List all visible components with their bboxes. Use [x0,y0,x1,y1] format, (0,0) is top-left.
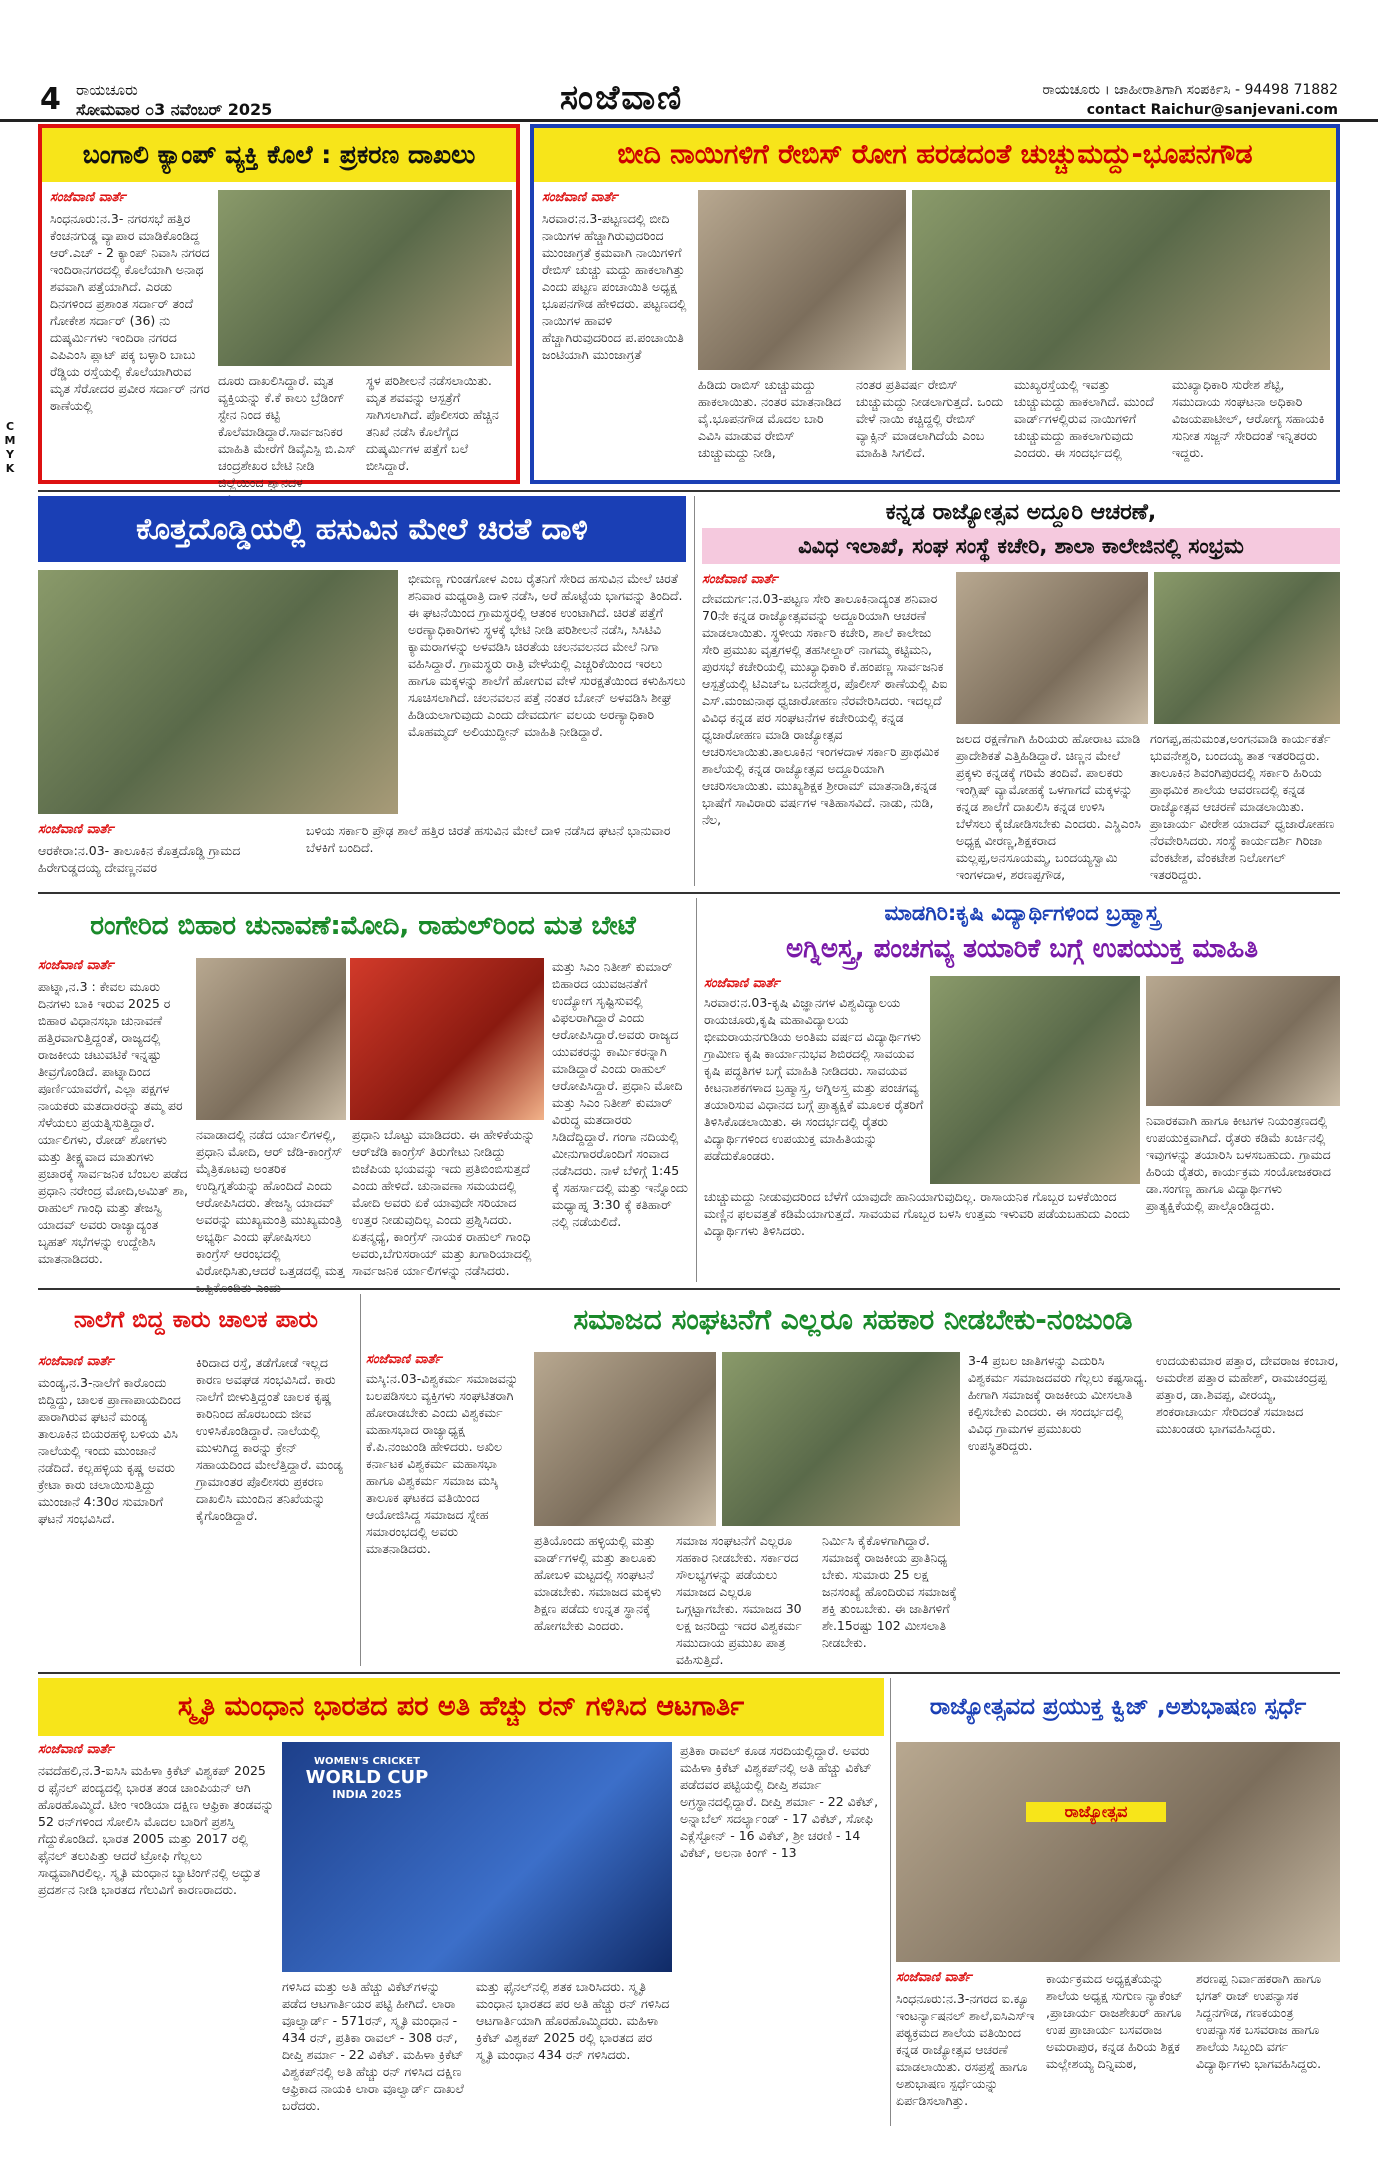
article-body: ಹಿಡಿದು ರಾಬಿಸ್ ಚುಚ್ಚುಮದ್ದು ಹಾಕಲಾಯಿತು. ನಂತರ ಮಾತನಾಡಿದ ವೈ.ಭೂಪನಗೌಡ ಮೊದಲ ಬಾರಿ ಎವಿಸಿ ಮಾಡುವ ರೇಬಿಸ್ ಚುಚ್ಚುಮದ್ದು ನೀಡಿ, [698,377,842,460]
crime-scene-photo [218,190,512,366]
officials-photo [956,572,1148,724]
masthead-left [76,80,272,120]
article-body: ಶರಣಪ್ಪ ನಿರ್ವಾಹಕರಾಗಿ ಹಾಗೂ ಭಗತ್ ರಾಜ್ ಉಪನ್ಯಾಸಕ ಸಿದ್ದನಗೌಡ, ಗಣಕಯಂತ್ರ ಉಪನ್ಯಾಸಕ ಬಸವರಾಜ ಹಾಗೂ ಶಾಲೆಯ ಸಿಬ್ಬಂದಿ ವರ್ಗ ವಿದ್ಯಾರ್ಥಿಗಳು ಭಾಗವಹಿಸಿದ್ದರು. [1196,1971,1322,2071]
article-body: ಆರಕೇರಾ:ನ.03- ತಾಲೂಕಿನ ಕೊತ್ತದೊಡ್ಡಿ ಗ್ರಾಮದ ಹಿರೇಗುಡ್ಡದಯ್ಯ ದೇವಣ್ಣನವರ [38,843,241,875]
article-body: ಸಮಾಜ ಸಂಘಟನೆಗೆ ಎಲ್ಲರೂ ಸಹಕಾರ ನೀಡಬೇಕು. ಸರ್ಕಾರದ ಸೌಲಭ್ಯಗಳನ್ನು ಪಡೆಯಲು ಸಮಾಜದ ಎಲ್ಲರೂ ಒಗ್ಗಟ್ಟಾಗಬೇಕು. ಸಮಾಜದ 30 ಲಕ್ಷ ಜನರಿದ್ದು ಇದರ ವಿಶ್ವಕರ್ಮ ಸಮುದಾಯ ಪ್ರಮುಖ ಪಾತ್ರ ವಹಿಸುತ್ತಿದೆ. [676,1533,802,1667]
headline-line2: ವಿವಿಧ ಇಲಾಖೆ, ಸಂಘ ಸಂಸ್ಥೆ ಕಚೇರಿ, ಶಾಲಾ ಕಾಲೇಜಿನಲ್ಲಿ ಸಂಭ್ರಮ [702,528,1340,564]
modi-photo [196,958,346,1120]
article-organic-farming [704,898,1340,1282]
byline: ಸಂಜೆವಾಣಿ ವಾರ್ತೆ [38,1742,114,1757]
speaker-photo [534,1352,716,1526]
article-body: ಸಿಂಧನೂರು:ನ.3-ನಗರದ ಐ.ಕ್ಯೂ ಇಂಟರ್ನ್ಯಾಷನಲ್ ಶಾಲೆ,ಐಸಿಎಸ್‌ಇ ಪಠ್ಯಕ್ರಮದ ಶಾಲೆಯ ವತಿಯಿಂದ ಕನ್ನಡ ರಾಜ್ಯೋತ್ಸವ ಆಚರಣೆ ಮಾಡಲಾಯಿತು. ರಸಪ್ರಶ್ನೆ ಹಾಗೂ ಅಶುಭಾಷಣ ಸ್ಪರ್ಧೆಯನ್ನು ಏರ್ಪಡಿಸಲಾಗಿತ್ತು. [896,1991,1035,2108]
article-vishwakarma-samaja [366,1294,1340,1666]
article-body: ಸಿರವಾರ:ನ.3-ಪಟ್ಟಣದಲ್ಲಿ ಬೀದಿ ನಾಯಿಗಳ ಹೆಚ್ಚಾಗಿರುವುದರಿಂದ ಮುಂಜಾಗ್ರತೆ ಕ್ರಮವಾಗಿ ನಾಯಿಗಳಿಗೆ ರೇಬಿಸ್ ಚುಚ್ಚು ಮದ್ದು ಹಾಕಲಾಗಿತ್ತು ಎಂದು ಪಟ್ಟಣ ಪಂಚಾಯಿತಿ ಅಧ್ಯಕ್ಷ ಭೂಪನಗೌಡ ಹೇಳಿದರು. ಪಟ್ಟಣದಲ್ಲಿ ನಾಯಿಗಳ ಹಾವಳಿ ಹೆಚ್ಚಾಗಿರುವುದರಿಂದ ಪ.ಪಂಚಾಯಿತಿ ಜಂಟಿಯಾಗಿ ಮುಂಜಾಗ್ರತೆ [542,211,687,362]
article-body: ಸಿಂಧನೂರು:ನ.3- ನಗರಸಭೆ ಹತ್ತಿರ ಕೆಂಚನಗುಡ್ಡ ವ್ಯಾಪಾರ ಮಾಡಿಕೊಂಡಿದ್ದ ಆರ್.ಎಚ್ - 2 ಕ್ಯಾಂಪ್ ನಿವಾಸಿ ನಗರದ ಇಂದಿರಾನಗರದಲ್ಲಿ ಕೊಲೆಯಾಗಿ ಅನಾಥ ಶವವಾಗಿ ಪತ್ತೆಯಾಗಿದೆ. ಎರಡು ದಿನಗಳಿಂದ ಪ್ರಶಾಂತ ಸರ್ದಾರ್ ತಂದೆ ಗೋಕೇಶ ಸರ್ದಾರ್ (36) ನು ದುಷ್ಕರ್ಮಿಗಳು ಇಂದಿರಾ ನಗರದ ಎಪಿಎಂಸಿ ಪ್ಲಾಟ್ ಪಕ್ಕ ಬಳ್ಳಾರಿ ಬಾಬು ರೆಡ್ಡಿಯ ರಸ್ತೆಯಲ್ಲಿ ಕೊಲೆಯಾಗಿರುವ ಮೃತ ಸೆರೋದರ ಪ್ರವೀರ ಸರ್ದಾರ್ ನಗರ ಠಾಣೆಯಲ್ಲಿ [50,211,210,413]
article-body: ಕಾರ್ಯಕ್ರಮದ ಅಧ್ಯಕ್ಷತೆಯನ್ನು ಶಾಲೆಯ ಅಧ್ಯಕ್ಷ ಸುಗುಣ ನ್ಯಾಕೆಂಟ್ ,ಪ್ರಾಚಾರ್ಯ ರಾಜಶೇಖರ್ ಹಾಗೂ ಉಪ ಪ್ರಾಚಾರ್ಯ ಬಸವರಾಜ ಅಮರಾಪುರ, ಕನ್ನಡ ಹಿರಿಯ ಶಿಕ್ಷಕ ಮಲ್ಲೇಶಯ್ಯ ದಿನ್ನಿಮಠ, [1046,1971,1183,2071]
article-school-quiz [896,1678,1340,2126]
byline: ಸಂಜೆವಾಣಿ ವಾರ್ತೆ [50,190,126,205]
article-body: ಮತ್ತು ಸಿಎಂ ನಿತೀಶ್ ಕುಮಾರ್ ಬಿಹಾರದ ಯುವಜನತೆಗೆ ಉದ್ಯೋಗ ಸೃಷ್ಟಿಸುವಲ್ಲಿ ವಿಫಲರಾಗಿದ್ದಾರೆ ಎಂದು ಆರೋಪಿಸಿದ್ದಾರೆ.ಅವರು ರಾಜ್ಯದ ಯುವಕರನ್ನು ಕಾರ್ಮಿಕರನ್ನಾಗಿ ಮಾಡಿದ್ದಾರೆ ಎಂದು ರಾಹುಲ್ ಆರೋಪಿಸಿದ್ದಾರೆ. ಪ್ರಧಾನಿ ಮೋದಿ ಮತ್ತು ಸಿಎಂ ನಿತೀಶ್ ಕುಮಾರ್ ವಿರುದ್ಧ ಮತದಾರರು ಸಿಡಿದೆದ್ದಿದ್ದಾರೆ. ಗಂಗಾ ನದಿಯಲ್ಲಿ ಮೀನುಗಾರರೊಂದಿಗೆ ಸಂವಾದ ನಡೆಸಿದರು. ನಾಳೆ ಬೆಳಿಗ್ಗೆ 1:45 ಕ್ಕೆ ಸಹರ್ಸಾದಲ್ಲಿ ಮತ್ತು ಇನ್ನೊಂದು ಮಧ್ಯಾಹ್ನ 3:30 ಕ್ಕೆ ಕತಿಹಾರ್ ನಲ್ಲಿ ನಡೆಯಲಿದೆ. [552,959,688,1229]
article-body: ಗಂಗಪ್ಪ,ಹನುಮಂತ,ಅಂಗನವಾಡಿ ಕಾರ್ಯಕರ್ತೆ ಭುವನೇಶ್ವರಿ, ಬಂದಯ್ಯ ತಾತ ಇತರರಿದ್ದರು. ತಾಲೂಕಿನ ಶಿವಂಗಿಪುರದಲ್ಲಿ ಸರ್ಕಾರಿ ಹಿರಿಯ ಪ್ರಾಥಮಿಕ ಶಾಲೆಯ ಆವರಣದಲ್ಲಿ ಕನ್ನಡ ರಾಜ್ಯೋತ್ಸವ ಆಚರಣೆ ಮಾಡಲಾಯಿತು. ಪ್ರಾಚಾರ್ಯ ವೀರೇಶ ಯಾದವ್ ಧ್ವಜಾರೋಹಣ ನೆರವೇರಿಸಿದರು. ಸಂಸ್ಥೆ ಕಾರ್ಯದರ್ಶಿ ಗಿರಿಜಾ ವೆಂಕಟೇಶ, ವೆಂಕಟೇಶ ನಿಲೋಗಲ್ ಇತರರಿದ್ದರು. [1150,731,1335,882]
cmyk-marks: C M Y K [4,420,16,475]
vaccination-photo-1 [698,190,906,370]
article-body: ದೂರು ದಾಖಲಿಸಿದ್ದಾರೆ. ಮೃತ ವ್ಯಕ್ತಿಯನ್ನು ಕೆ.ಕೆ ಕಾಲು ಬ್ರೆಡಿಂಗ್ ಸ್ಟೇನ ನಿಂದ ಕಟ್ಟಿ ಕೊಲೆಮಾಡಿದ್ದಾರೆ.ಸಾರ್ವಜನಿಕರ ಮಾಹಿತಿ ಮೇರೆಗೆ ಡಿವೈಎಸ್ಪಿ ಬಿ.ಎಸ್ ಚಂದ್ರಶೇಖರ ಬೇಟಿ ನೀಡಿ ಜಿಲ್ಲೆಯಿಂದ ಶ್ವಾನದಳ [218,373,356,490]
article-body: ಮಂಡ್ಯ,ನ.3-ನಾಲೆಗೆ ಕಾರೊಂದು ಬಿದ್ದಿದ್ದು, ಚಾಲಕ ಪ್ರಾಣಾಪಾಯದಿಂದ ಪಾರಾಗಿರುವ ಘಟನೆ ಮಂಡ್ಯ ತಾಲೂಕಿನ ಬಿಯರಹಳ್ಳಿ ಬಳಿಯ ವಿಸಿ ನಾಲೆಯಲ್ಲಿ ಇಂದು ಮುಂಜಾನೆ ನಡೆದಿದೆ. ಕಲ್ಲಹಳ್ಳಿಯ ಕೃಷ್ಣ ಅವರು ಕ್ರೇಟಾ ಕಾರು ಚಲಾಯಿಸುತ್ತಿದ್ದು ಮುಂಜಾನೆ 4:30ರ ಸುಮಾರಿಗೆ ಘಟನೆ ಸಂಭವಿಸಿದೆ. [38,1375,181,1526]
article-body: ದೇವದುರ್ಗ:ನ.03-ಪಟ್ಟಣ ಸೇರಿ ತಾಲೂಕಿನಾದ್ಯಂತ ಶನಿವಾರ 70ನೇ ಕನ್ನಡ ರಾಜ್ಯೋತ್ಸವವನ್ನು ಅದ್ದೂರಿಯಾಗಿ ಆಚರಣೆ ಮಾಡಲಾಯಿತು. ಸ್ಥಳೀಯ ಸರ್ಕಾರಿ ಕಚೇರಿ, ಶಾಲೆ ಕಾಲೇಜು ಸೇರಿ ಪ್ರಮುಖ ವೃತ್ತಗಳಲ್ಲಿ ತಹಸೀಲ್ದಾರ್ ನಾಗಮ್ಮ ಕಟ್ಟಿಮನಿ, ಪುರಸಭೆ ಕಚೇರಿಯಲ್ಲಿ ಮುಖ್ಯಾಧಿಕಾರಿ ಕೆ.ಹಂಪಣ್ಣ ಸಾರ್ವಜನಿಕ ಆಸ್ಪತ್ರೆಯಲ್ಲಿ ಟಿಎಚ್‌ಒ ಬನದೇಶ್ವರ, ಪೊಲೀಸ್ ಠಾಣೆಯಲ್ಲಿ ಪಿಐ ಎಸ್.ಮಂಜುನಾಥ ಧ್ವಜಾರೋಹಣ ನೆರವೇರಿಸಿದರು. ಇದಲ್ಲದೆ ವಿವಿಧ ಕನ್ನಡ ಪರ ಸಂಘಟನೆಗಳ ಕಚೇರಿಯಲ್ಲಿ ಕನ್ನಡ ಧ್ವಜಾರೋಹಣ ಮಾಡಿ ರಾಜ್ಯೋತ್ಸವ ಆಚರಿಸಲಾಯಿತು.ತಾಲೂಕಿನ ಇಂಗಳದಾಳ ಸರ್ಕಾರಿ ಪ್ರಾಥಮಿಕ ಶಾಲೆಯಲ್ಲಿ ಕನ್ನಡ ರಾಜ್ಯೋತ್ಸವ ಅದ್ದೂರಿಯಾಗಿ ಆಚರಿಸಲಾಯಿತು. ಮುಖ್ಯಶಿಕ್ಷಕ ಶ್ರೀರಾಮ್ ಮಾತನಾಡಿ,ಕನ್ನಡ ಭಾಷೆಗೆ ಸಾವಿರಾರು ವರ್ಷಗಳ ಇತಿಹಾಸವಿದೆ. ನಾಡು, ನುಡಿ, ನೆಲ, [702,591,948,827]
dead-cow-photo [38,570,398,814]
article-body: ಚುಚ್ಚುಮದ್ದು ನೀಡುವುದರಿಂದ ಬೆಳೆಗೆ ಯಾವುದೇ ಹಾನಿಯಾಗುವುದಿಲ್ಲ. ರಾಸಾಯನಿಕ ಗೊಬ್ಬರ ಬಳಕೆಯಿಂದ ಮಣ್ಣಿನ ಫಲವತ್ತತೆ ಕಡಿಮೆಯಾಗುತ್ತದೆ. ಸಾವಯವ ಗೊಬ್ಬರ ಬಳಸಿ ಉತ್ತಮ ಇಳುವರಿ ಪಡೆಯಬಹುದು ಎಂದು ವಿದ್ಯಾರ್ಥಿಗಳು ತಿಳಿಸಿದರು. [704,1189,1130,1238]
article-body: ಬಳಿಯ ಸರ್ಕಾರಿ ಪ್ರೌಢ ಶಾಲೆ ಹತ್ತಿರ ಚಿರತೆ ಹಸುವಿನ ಮೇಲೆ ದಾಳಿ ನಡೆಸಿದ ಘಟನೆ ಭಾನುವಾರ ಬೆಳಕಿಗೆ ಬಂದಿದೆ. [306,823,671,855]
article-body: ಸಿರವಾರ:ನ.03-ಕೃಷಿ ವಿಜ್ಞಾನಗಳ ವಿಶ್ವವಿದ್ಯಾಲಯ ರಾಯಚೂರು,ಕೃಷಿ ಮಹಾವಿದ್ಯಾಲಯ ಭೀಮರಾಯನಗುಡಿಯ ಅಂತಿಮ ವರ್ಷದ ವಿದ್ಯಾರ್ಥಿಗಳು ಗ್ರಾಮೀಣ ಕೃಷಿ ಕಾರ್ಯಾನುಭವ ಶಿಬಿರದಲ್ಲಿ ಸಾವಯವ ಕೃಷಿ ಪದ್ಧತಿಗಳ ಬಗ್ಗೆ ಮಾಹಿತಿ ನೀಡಿದರು. ಸಾವಯವ ಕೀಟನಾಶಕಗಳಾದ ಬ್ರಹ್ಮಾಸ್ತ್ರ, ಅಗ್ನಿಅಸ್ತ್ರ ಮತ್ತು ಪಂಚಗವ್ಯ ತಯಾರಿಸುವ ವಿಧಾನದ ಬಗ್ಗೆ ಪ್ರಾತ್ಯಕ್ಷಿಕೆ ಮೂಲಕ ರೈತರಿಗೆ ತಿಳಿಸಿಕೊಡಲಾಯಿತು. ಈ ಸಂದರ್ಭದಲ್ಲಿ ರೈತರು ವಿದ್ಯಾರ್ಥಿಗಳಿಂದ ಉಪಯುಕ್ತ ಮಾಹಿತಿಯನ್ನು ಪಡೆದುಕೊಂಡರು. [704,995,924,1163]
students-photo-1 [930,976,1140,1184]
divider [360,1294,361,1666]
masthead-right [1042,80,1338,120]
stage-photo [722,1352,960,1526]
divider [694,496,695,886]
byline: ಸಂಜೆವಾಣಿ ವಾರ್ತೆ [38,1354,114,1369]
divider [890,1678,891,2126]
article-rabies-vaccination [530,124,1340,484]
rahul-photo [350,958,544,1120]
article-body: ನಿರ್ಮಿಸಿ ಕೈಕೊಳಗಾಗಿದ್ದಾರೆ. ಸಮಾಜಕ್ಕೆ ರಾಜಕೀಯ ಪ್ರಾತಿನಿಧ್ಯ ಬೇಕು. ಸುಮಾರು 25 ಲಕ್ಷ ಜನಸಂಖ್ಯೆ ಹೊಂದಿರುವ ಸಮಾಜಕ್ಕೆ ಶಕ್ತಿ ತುಂಬಬೇಕು. ಈ ಜಾತಿಗಳಿಗೆ ಶೇ.15ರಷ್ಟು 102 ಮೀಸಲಾತಿ ನೀಡಬೇಕು. [822,1533,957,1650]
students-photo-2 [1146,976,1340,1106]
newspaper-logo [560,78,683,118]
article-leopard-attack [38,496,686,886]
headline-line2: ಅಗ್ನಿಅಸ್ತ್ರ, ಪಂಚಗವ್ಯ ತಯಾರಿಕೆ ಬಗ್ಗೆ ಉಪಯುಕ್ತ ಮಾಹಿತಿ [786,933,1258,964]
byline: ಸಂಜೆವಾಣಿ ವಾರ್ತೆ [896,1970,972,1985]
masthead-date: ಸೋಮವಾರ ೦3 ನವೆಂಬರ್ 2025 [76,100,273,119]
article-bihar-election [38,898,688,1282]
headline: ಸ್ಮೃತಿ ಮಂಧಾನ ಭಾರತದ ಪರ ಅತಿ ಹೆಚ್ಚು ರನ್ ಗಳಿಸಿದ ಆಟಗಾರ್ತಿ [38,1678,884,1736]
headline: ಬಂಗಾಲಿ ಕ್ಯಾಂಪ್ ವ್ಯಕ್ತಿ ಕೊಲೆ : ಪ್ರಕರಣ ದಾಖಲು [42,128,516,182]
school-flag-photo [1154,572,1340,724]
vaccination-photo-2 [912,190,1330,370]
headline: ರಾಜ್ಯೋತ್ಸವದ ಪ್ರಯುಕ್ತ ಕ್ವಿಜ್ ,ಅಶುಭಾಷಣ ಸ್ಪರ್ಧೆ [929,1694,1307,1720]
masthead-city: ರಾಯಚೂರು [76,81,138,99]
wc-line3: INDIA 2025 [332,1788,402,1801]
divider [38,892,1340,894]
school-stage-photo [896,1742,1340,1962]
world-cup-logo [302,1756,432,1801]
byline: ಸಂಜೆವಾಣಿ ವಾರ್ತೆ [542,190,618,205]
article-body: ನವಾಡಾದಲ್ಲಿ ನಡೆದ ರ್ಯಾಲಿಗಳಲ್ಲಿ, ಪ್ರಧಾನಿ ಮೋದಿ, ಆರ್ ಜೆಡಿ-ಕಾಂಗ್ರೆಸ್ ಮೈತ್ರಿಕೂಟವು ಅಂತರಿಕ ಉದ್ವಿಗ್ನತೆಯನ್ನು ಹೊಂದಿದೆ ಎಂದು ಆರೋಪಿಸಿದರು. ತೇಜಸ್ವಿ ಯಾದವ್ ಅವರನ್ನು ಮುಖ್ಯಮಂತ್ರಿ ಮುಖ್ಯಮಂತ್ರಿ ಅಭ್ಯರ್ಥಿ ಎಂದು ಘೋಷಿಸಲು ಕಾಂಗ್ರೆಸ್ ಆರಂಭದಲ್ಲಿ ವಿರೋಧಿಸಿತು,ಆದರೆ ಒತ್ತಡದಲ್ಲಿ ಮತ್ತ [196,1127,345,1278]
article-body: ಮುಖ್ಯಾಧಿಕಾರಿ ಸುರೇಶ ಶೆಟ್ಟಿ, ಸಮುದಾಯ ಸಂಘಟನಾ ಅಧಿಕಾರಿ ವಿಜಯಪಾಟೀಲ್, ಆರೋಗ್ಯ ಸಹಾಯಕಿ ಸುನೀತ ಸಜ್ಜನ್ ಸೇರಿದಂತೆ ಇನ್ನಿತರರು ಇದ್ದರು. [1172,377,1325,460]
article-body: ಸ್ಥಳ ಪರಿಶೀಲನೆ ನಡೆಸಲಾಯಿತು. ಮೃತ ಶವವನ್ನು ಆಸ್ಪತ್ರೆಗೆ ಸಾಗಿಸಲಾಗಿದೆ. ಪೊಲೀಸರು ಹೆಚ್ಚಿನ ತನಿಖೆ ನಡೆಸಿ ಕೊಲೆಗೈದ ದುಷ್ಕರ್ಮಿಗಳ ಪತ್ತೆಗೆ ಬಲೆ ಬೀಸಿದ್ದಾರೆ. [366,373,499,473]
headline: ಕೊತ್ತದೊಡ್ಡಿಯಲ್ಲಿ ಹಸುವಿನ ಮೇಲೆ ಚಿರತೆ ದಾಳಿ [38,496,686,562]
byline: ಸಂಜೆವಾಣಿ ವಾರ್ತೆ [366,1352,442,1367]
page-number: 4 [40,82,61,117]
article-body: ನಿವಾರಕವಾಗಿ ಹಾಗೂ ಕೀಟಗಳ ನಿಯಂತ್ರಣದಲ್ಲಿ ಉಪಯುಕ್ತವಾಗಿದೆ. ರೈತರು ಕಡಿಮೆ ಖರ್ಚಿನಲ್ಲಿ ಇವುಗಳನ್ನು ತಯಾರಿಸಿ ಬಳಸಬಹುದು. ಗ್ರಾಮದ ಹಿರಿಯ ರೈತರು, ಕಾರ್ಯಕ್ರಮ ಸಂಯೋಜಕರಾದ ಡಾ.ಸಂಗಣ್ಣ ಹಾಗೂ ವಿದ್ಯಾರ್ಥಿಗಳು ಪ್ರಾತ್ಯಕ್ಷಿಕೆಯಲ್ಲಿ ಪಾಲ್ಗೊಂಡಿದ್ದರು. [1146,1113,1331,1213]
headline-line1: ಮಾಡಗಿರಿ:ಕೃಷಿ ವಿದ್ಯಾರ್ಥಿಗಳಿಂದ ಬ್ರಹ್ಮಾಸ್ತ್ರ [884,900,1160,925]
article-body: ಪಾಟ್ನಾ,ನ.3 : ಕೇವಲ ಮೂರು ದಿನಗಳು ಬಾಕಿ ಇರುವ 2025 ರ ಬಿಹಾರ ವಿಧಾನಸಭಾ ಚುನಾವಣೆ ಹತ್ತಿರವಾಗುತ್ತಿದ್ದಂತೆ, ರಾಜ್ಯದಲ್ಲಿ ರಾಜಕೀಯ ಚಟುವಟಿಕೆ ಇನ್ನಷ್ಟು ತೀವ್ರಗೊಂಡಿದೆ. ಪಾಟ್ನಾದಿಂದ ಪೂರ್ಣಿಯಾವರೆಗೆ, ಎಲ್ಲಾ ಪಕ್ಷಗಳ ನಾಯಕರು ಮತದಾರರನ್ನು ತಮ್ಮ ಪರ ಸೆಳೆಯಲು ಪ್ರಯತ್ನಿಸುತ್ತಿದ್ದಾರೆ. ರ್ಯಾಲಿಗಳು, ರೋಡ್ ಶೋಗಳು ಮತ್ತು ತೀಕ್ಷ್ಣವಾದ ಮಾತುಗಳು ಪ್ರಚಾರಕ್ಕೆ ಸಾರ್ವಜನಿಕ ಬೆಂಬಲ ಪಡೆದ ಪ್ರಧಾನಿ ನರೇಂದ್ರ ಮೋದಿ,ಅಮಿತ್ ಶಾ, ರಾಹುಲ್ ಗಾಂಧಿ ಮತ್ತು ತೇಜಸ್ವಿ ಯಾದವ್ ಅವರು ರಾಜ್ಯಾದ್ಯಂತ ಬೃಹತ್ ಸಭೆಗಳನ್ನು ಉದ್ದೇಶಿಸಿ ಮಾತನಾಡಿದರು. [38,979,188,1266]
headline: ಸಮಾಜದ ಸಂಘಟನೆಗೆ ಎಲ್ಲರೂ ಸಹಕಾರ ನೀಡಬೇಕು-ನಂಜುಂಡಿ [573,1303,1133,1336]
divider [38,1288,1340,1290]
byline: ಸಂಜೆವಾಣಿ ವಾರ್ತೆ [704,976,780,991]
byline: ಸಂಜೆವಾಣಿ ವಾರ್ತೆ [38,958,114,973]
headline: ಬೀದಿ ನಾಯಿಗಳಿಗೆ ರೇಬಿಸ್ ರೋಗ ಹರಡದಂತೆ ಚುಚ್ಚುಮದ್ದು-ಭೂಪನಗೌಡ [534,128,1336,182]
divider [38,490,1340,492]
byline: ಸಂಜೆವಾಣಿ ವಾರ್ತೆ [702,572,778,587]
wc-line1: WOMEN'S CRICKET [314,1756,420,1767]
masthead-contact-line: ರಾಯಚೂರು । ಜಾಹೀರಾತಿಗಾಗಿ ಸಂಪರ್ಕಿಸಿ - 94498 71882 [1042,82,1338,98]
article-body: ಮಸ್ಕಿ:ನ.03-ವಿಶ್ವಕರ್ಮ ಸಮಾಜವನ್ನು ಬಲಪಡಿಸಲು ವ್ಯಕ್ತಿಗಳು ಸಂಘಟಿತರಾಗಿ ಹೋರಾಡಬೇಕು ಎಂದು ವಿಶ್ವಕರ್ಮ ಮಹಾಸಭಾದ ರಾಜ್ಯಾಧ್ಯಕ್ಷ ಕೆ.ಪಿ.ನಂಜುಂಡಿ ಹೇಳಿದರು. ಅಖಿಲ ಕರ್ನಾಟಕ ವಿಶ್ವಕರ್ಮ ಮಹಾಸಭಾ ಹಾಗೂ ವಿಶ್ವಕರ್ಮ ಸಮಾಜ ಮಸ್ಕಿ ತಾಲೂಕ ಘಟಕದ ವತಿಯಿಂದ ಆಯೋಜಿಸಿದ್ದ ಸಮಾಜದ ಸ್ನೇಹ ಸಮಾರಂಭದಲ್ಲಿ ಅವರು ಮಾತನಾಡಿದರು. [366,1371,519,1556]
headline: ನಾಲೆಗೆ ಬಿದ್ದ ಕಾರು ಚಾಲಕ ಪಾರು [74,1307,318,1333]
world-cup-team-photo [282,1742,672,1972]
article-car-canal [38,1294,354,1666]
article-body: ಪ್ರತಿಕಾ ರಾವಲ್ ಕೂಡ ಸರದಿಯಲ್ಲಿದ್ದಾರೆ. ಅವರು ಮಹಿಳಾ ಕ್ರಿಕೆಟ್ ವಿಶ್ವಕಪ್‌ನಲ್ಲಿ ಅತಿ ಹೆಚ್ಚು ವಿಕೆಟ್ ಪಡೆದವರ ಪಟ್ಟಿಯಲ್ಲಿ ದೀಪ್ತಿ ಶರ್ಮಾ ಅಗ್ರಸ್ಥಾನದಲ್ಲಿದ್ದಾರೆ. ದೀಪ್ತಿ ಶರ್ಮಾ - 22 ವಿಕೆಟ್, ಅನ್ನಾಬೆಲ್ ಸದರ್ಲ್ಯಾಂಡ್ - 17 ವಿಕೆಟ್, ಸೋಫಿ ಎಕ್ಲೆಸ್ಟೋನ್ - 16 ವಿಕೆಟ್, ಶ್ರೀ ಚರಣಿ - 14 ವಿಕೆಟ್, ಅಲನಾ ಕಿಂಗ್ - 13 [680,1743,879,1860]
divider [38,1672,1340,1674]
headline: ರಂಗೇರಿದ ಬಿಹಾರ ಚುನಾವಣೆ:ಮೋದಿ, ರಾಹುಲ್‌ರಿಂದ ಮತ ಬೇಟೆ [90,910,636,941]
article-rajyotsava-celebration [702,496,1340,886]
article-body: ಪ್ರತಿಯೊಂದು ಹಳ್ಳಿಯಲ್ಲಿ ಮತ್ತು ವಾರ್ಡ್‌ಗಳಲ್ಲಿ ಮತ್ತು ತಾಲೂಕು ಹೋಬಳಿ ಮಟ್ಟದಲ್ಲಿ ಸಂಘಟನೆ ಮಾಡಬೇಕು. ಸಮಾಜದ ಮಕ್ಕಳು ಶಿಕ್ಷಣ ಪಡೆದು ಉನ್ನತ ಸ್ಥಾನಕ್ಕೆ ಹೋಗಬೇಕು ಎಂದರು. [534,1533,662,1633]
article-body: ಉದಯಕುಮಾರ ಪತ್ತಾರ, ದೇವರಾಜ ಕಂಬಾರ, ಅಮರೇಶ ಪತ್ತಾರ ಮಹೇಶ್, ರಾಮಚಂದ್ರಪ್ಪ ಪತ್ತಾರ, ಡಾ.ಶಿವಪ್ಪ, ವೀರಯ್ಯ, ಶಂಕರಾಚಾರ್ಯ ಸೇರಿದಂತೆ ಸಮಾಜದ ಮುಖಂಡರು ಭಾಗವಹಿಸಿದ್ದರು. [1156,1353,1339,1436]
divider [696,898,697,1282]
masthead-email: contact Raichur@sanjevani.com [1086,102,1338,118]
wc-line2: WORLD CUP [305,1767,429,1788]
article-bengali-camp-murder [38,124,520,490]
article-body: ನಂತರ ಪ್ರತಿವರ್ಷ ರೇಬಿಸ್ ಚುಚ್ಚುಮದ್ದು ನೀಡಲಾಗುತ್ತದೆ. ಒಂದು ವೇಳೆ ನಾಯಿ ಕಚ್ಚಿದ್ದಲ್ಲಿ ರೇಬಿಸ್ ವ್ಯಾಕ್ಸಿನ್ ಮಾಡಲಾಗಿದೆಯೆ ಎಂಬ ಮಾಹಿತಿ ಸಿಗಲಿದೆ. [856,377,1004,460]
byline: ಸಂಜೆವಾಣಿ ವಾರ್ತೆ [38,822,114,837]
article-body: 3-4 ಪ್ರಬಲ ಜಾತಿಗಳನ್ನು ಎದುರಿಸಿ ವಿಶ್ವಕರ್ಮ ಸಮಾಜದವರು ಗೆಲ್ಲಲು ಕಷ್ಟಸಾಧ್ಯ. ಹೀಗಾಗಿ ಸಮಾಜಕ್ಕೆ ರಾಜಕೀಯ ಮೀಸಲಾತಿ ಕಲ್ಪಿಸಬೇಕು ಎಂದರು. ಈ ಸಂದರ್ಭದಲ್ಲಿ ವಿವಿಧ ಗ್ರಾಮಗಳ ಪ್ರಮುಖರು ಉಪಸ್ಥಿತರಿದ್ದರು. [968,1353,1148,1453]
article-body: ಭೀಮಣ್ಣ ಗುಂಡಗೋಳ ಎಂಬ ರೈತನಿಗೆ ಸೇರಿದ ಹಸುವಿನ ಮೇಲೆ ಚಿರತೆ ಶನಿವಾರ ಮಧ್ಯರಾತ್ರಿ ದಾಳಿ ನಡೆಸಿ, ಅರೆ ಹೊಟ್ಟೆಯ ಭಾಗವನ್ನು ತಿಂದಿದೆ. ಈ ಘಟನೆಯಿಂದ ಗ್ರಾಮಸ್ಥರಲ್ಲಿ ಆತಂಕ ಉಂಟಾಗಿದೆ. ಚಿರತೆ ಪತ್ತೆಗೆ ಅರಣ್ಯಾಧಿಕಾರಿಗಳು ಸ್ಥಳಕ್ಕೆ ಭೇಟಿ ನೀಡಿ ಪರಿಶೀಲನೆ ನಡೆಸಿ, ಸಿಸಿಟಿವಿ ಕ್ಯಾಮರಾಗಳನ್ನು ಅಳವಡಿಸಿ ಚಿರತೆಯ ಚಲನವಲನದ ಮೇಲೆ ನಿಗಾ ವಹಿಸಿದ್ದಾರೆ. ಗ್ರಾಮಸ್ಥರು ರಾತ್ರಿ ವೇಳೆಯಲ್ಲಿ ಎಚ್ಚರಿಕೆಯಿಂದ ಇರಲು ಹಾಗೂ ಮಕ್ಕಳನ್ನು ಶಾಲೆಗೆ ಹೋಗುವ ವೇಳೆ ಸುರಕ್ಷತೆಯಿಂದ ಕಳುಹಿಸಲು ಸೂಚಿಸಲಾಗಿದೆ. ಚಲನವಲನ ಪತ್ತೆ ನಂತರ ಬೋನ್ ಅಳವಡಿಸಿ ಶೀಘ್ರ ಹಿಡಿಯಲಾಗುವುದು ಎಂದು ದೇವದುರ್ಗ ವಲಯ ಅರಣ್ಯಾಧಿಕಾರಿ ಮೊಹಮ್ಮದ್ ಅಲಿಯುದ್ದೀನ್ ಮಾಹಿತಿ ನೀಡಿದ್ದಾರೆ. [408,571,686,739]
article-body: ಜಲದ ರಕ್ಷಣೆಗಾಗಿ ಹಿರಿಯರು ಹೋರಾಟ ಮಾಡಿ ಪ್ರಾದೇಶಿಕತೆ ಎತ್ತಿಹಿಡಿದ್ದಾರೆ. ಚಿಣ್ಣನ ಮೇಲೆ ಪ್ರಕ್ಕಳು ಕನ್ನಡಕ್ಕೆ ಗರಿಮೆ ತಂದಿವೆ. ಪಾಲಕರು ಇಂಗ್ಲಿಷ್ ವ್ಯಾಮೋಹಕ್ಕೆ ಒಳಗಾಗದೆ ಮಕ್ಕಳನ್ನು ಕನ್ನಡ ಶಾಲೆಗೆ ದಾಖಲಿಸಿ ಕನ್ನಡ ಉಳಿಸಿ ಬೆಳೆಸಲು ಕೈಜೋಡಿಸಬೇಕು ಎಂದರು. ಎಸ್ಡಿಎಂಸಿ ಅಧ್ಯಕ್ಷ ವೀರಣ್ಣ,ಶಿಕ್ಷಕರಾದ ಮಲ್ಲಪ್ಪ,ಅನಸೂಯಮ್ಮ, ಬಂದಯ್ಯಸ್ವಾಮಿ ಇಂಗಳದಾಳ, ಶರಣಪ್ಪಗೌಡ, [956,731,1141,882]
article-body: ಮತ್ತು ಫೈನಲ್‌ನಲ್ಲಿ ಶತಕ ಬಾರಿಸಿದರು. ಸ್ಮೃತಿ ಮಂಧಾನ ಭಾರತದ ಪರ ಅತಿ ಹೆಚ್ಚು ರನ್ ಗಳಿಸಿದ ಆಟಗಾರ್ತಿಯಾಗಿ ಹೊರಹೊಮ್ಮಿದರು. ಮಹಿಳಾ ಕ್ರಿಕೆಟ್ ವಿಶ್ವಕಪ್ 2025 ರಲ್ಲಿ ಭಾರತದ ಪರ ಸ್ಮೃತಿ ಮಂಧಾನ 434 ರನ್ ಗಳಿಸಿದರು. [476,1979,670,2062]
stage-banner: ರಾಜ್ಯೋತ್ಸವ [1026,1802,1166,1822]
article-body: ಮುಖ್ಯರಸ್ತೆಯಲ್ಲಿ ಇವತ್ತು ಚುಚ್ಚುಮದ್ದು ಹಾಕಲಾಗಿದೆ. ಮುಂದೆ ವಾರ್ಡ್‌ಗಳಲ್ಲಿರುವ ನಾಯಿಗಳಿಗೆ ಚುಚ್ಚುಮದ್ದು ಹಾಕಲಾಗುವುದು ಎಂದರು. ಈ ಸಂದರ್ಭದಲ್ಲಿ [1014,377,1154,460]
logo-text: ಸಂಜೆವಾಣಿ [560,78,684,118]
article-body: ಪ್ರಧಾನಿ ಬೊಟ್ಟು ಮಾಡಿದರು. ಈ ಹೇಳಿಕೆಯನ್ನು ಆರ್‌ಜೆಡಿ ಕಾಂಗ್ರೆಸ್ ತಿರುಗೇಟು ನೀಡಿದ್ದು ಬಿಜೆಪಿಯ ಭಯವನ್ನು ಇದು ಪ್ರತಿಬಿಂಬಿಸುತ್ತದೆ ಎಂದು ಹೇಳಿದೆ. ಚುನಾವಣಾ ಸಮಯದಲ್ಲಿ ಮೋದಿ ಅವರು ಏಕೆ ಯಾವುದೇ ಸರಿಯಾದ ಉತ್ತರ ನೀಡುವುದಿಲ್ಲ ಎಂದು ಪ್ರಶ್ನಿಸಿದರು. ಏತನ್ಮಧ್ಯೆ, ಕಾಂಗ್ರೆಸ್ ನಾಯಕ ರಾಹುಲ್ ಗಾಂಧಿ ಅವರು,ಬೆಗುಸರಾಯ್ ಮತ್ತು ಖಗಾರಿಯಾದಲ್ಲಿ ಸಾರ್ವಜನಿಕ ರ್ಯಾಲಿಗಳನ್ನು ನಡೆಸಿದರು. [352,1127,535,1278]
article-smriti-mandhana [38,1678,884,2126]
article-body: ಗಳಿಸಿದ ಮತ್ತು ಅತಿ ಹೆಚ್ಚು ವಿಕೆಟ್‌ಗಳನ್ನು ಪಡೆದ ಆಟಗಾರ್ತಿಯರ ಪಟ್ಟಿ ಹೀಗಿದೆ. ಲಾರಾ ವೂಲ್ವಾರ್ಡ್ - 571ರನ್, ಸ್ಮೃತಿ ಮಂಧಾನ - 434 ರನ್, ಪ್ರತಿಕಾ ರಾವಲ್ - 308 ರನ್, ದೀಪ್ತಿ ಶರ್ಮಾ - 22 ವಿಕೆಟ್. ಮಹಿಳಾ ಕ್ರಿಕೆಟ್ ವಿಶ್ವಕಪ್‌ನಲ್ಲಿ ಅತಿ ಹೆಚ್ಚು ರನ್ ಗಳಿಸಿದ ದಕ್ಷಿಣ ಆಫ್ರಿಕಾದ ನಾಯಕಿ ಲಾರಾ ವೂಲ್ವಾರ್ಡ್ ದಾಖಲೆ ಬರೆದರು. [282,1979,464,2113]
article-body: ನವದೆಹಲಿ,ನ.3-ಐಸಿಸಿ ಮಹಿಳಾ ಕ್ರಿಕೆಟ್ ವಿಶ್ವಕಪ್ 2025 ರ ಫೈನಲ್ ಪಂದ್ಯದಲ್ಲಿ ಭಾರತ ತಂಡ ಚಾಂಪಿಯನ್ ಆಗಿ ಹೊರಹೊಮ್ಮಿದೆ. ಟೀಂ ಇಂಡಿಯಾ ದಕ್ಷಿಣ ಆಫ್ರಿಕಾ ತಂಡವನ್ನು 52 ರನ್‌ಗಳಿಂದ ಸೋಲಿಸಿ ಮೊದಲ ಬಾರಿಗೆ ಪ್ರಶಸ್ತಿ ಗೆದ್ದುಕೊಂಡಿದೆ. ಭಾರತ 2005 ಮತ್ತು 2017 ರಲ್ಲಿ ಫೈನಲ್ ತಲುಪಿತ್ತು ಆದರೆ ಟ್ರೋಫಿ ಗೆಲ್ಲಲು ಸಾಧ್ಯವಾಗಿರಲಿಲ್ಲ. ಸ್ಮೃತಿ ಮಂಧಾನ ಬ್ಯಾಟಿಂಗ್‌ನಲ್ಲಿ ಅದ್ಭುತ ಪ್ರದರ್ಶನ ನೀಡಿ ಭಾರತದ ಗೆಲುವಿಗೆ ಕಾರಣರಾದರು. [38,1763,274,1897]
masthead [0,0,1378,122]
headline-line1: ಕನ್ನಡ ರಾಜ್ಯೋತ್ಸವ ಅದ್ದೂರಿ ಆಚರಣೆ, [885,499,1157,525]
article-body: ಕಿರಿದಾದ ರಸ್ತೆ, ತಡೆಗೋಡೆ ಇಲ್ಲದ ಕಾರಣ ಅವಘಡ ಸಂಭವಿಸಿದೆ. ಕಾರು ನಾಲೆಗೆ ಬೀಳುತ್ತಿದ್ದಂತೆ ಚಾಲಕ ಕೃಷ್ಣ ಕಾರಿನಿಂದ ಹೊರಬಂದು ಜೀವ ಉಳಿಸಿಕೊಂಡಿದ್ದಾರೆ. ನಾಲೆಯಲ್ಲಿ ಮುಳುಗಿದ್ದ ಕಾರನ್ನು ಕ್ರೇನ್ ಸಹಾಯದಿಂದ ಮೇಲೆತ್ತಿದ್ದಾರೆ. ಮಂಡ್ಯ ಗ್ರಾಮಾಂತರ ಪೊಲೀಸರು ಪ್ರಕರಣ ದಾಖಲಿಸಿ ಮುಂದಿನ ತನಿಖೆಯನ್ನು ಕೈಗೊಂಡಿದ್ದಾರೆ. [196,1355,343,1523]
